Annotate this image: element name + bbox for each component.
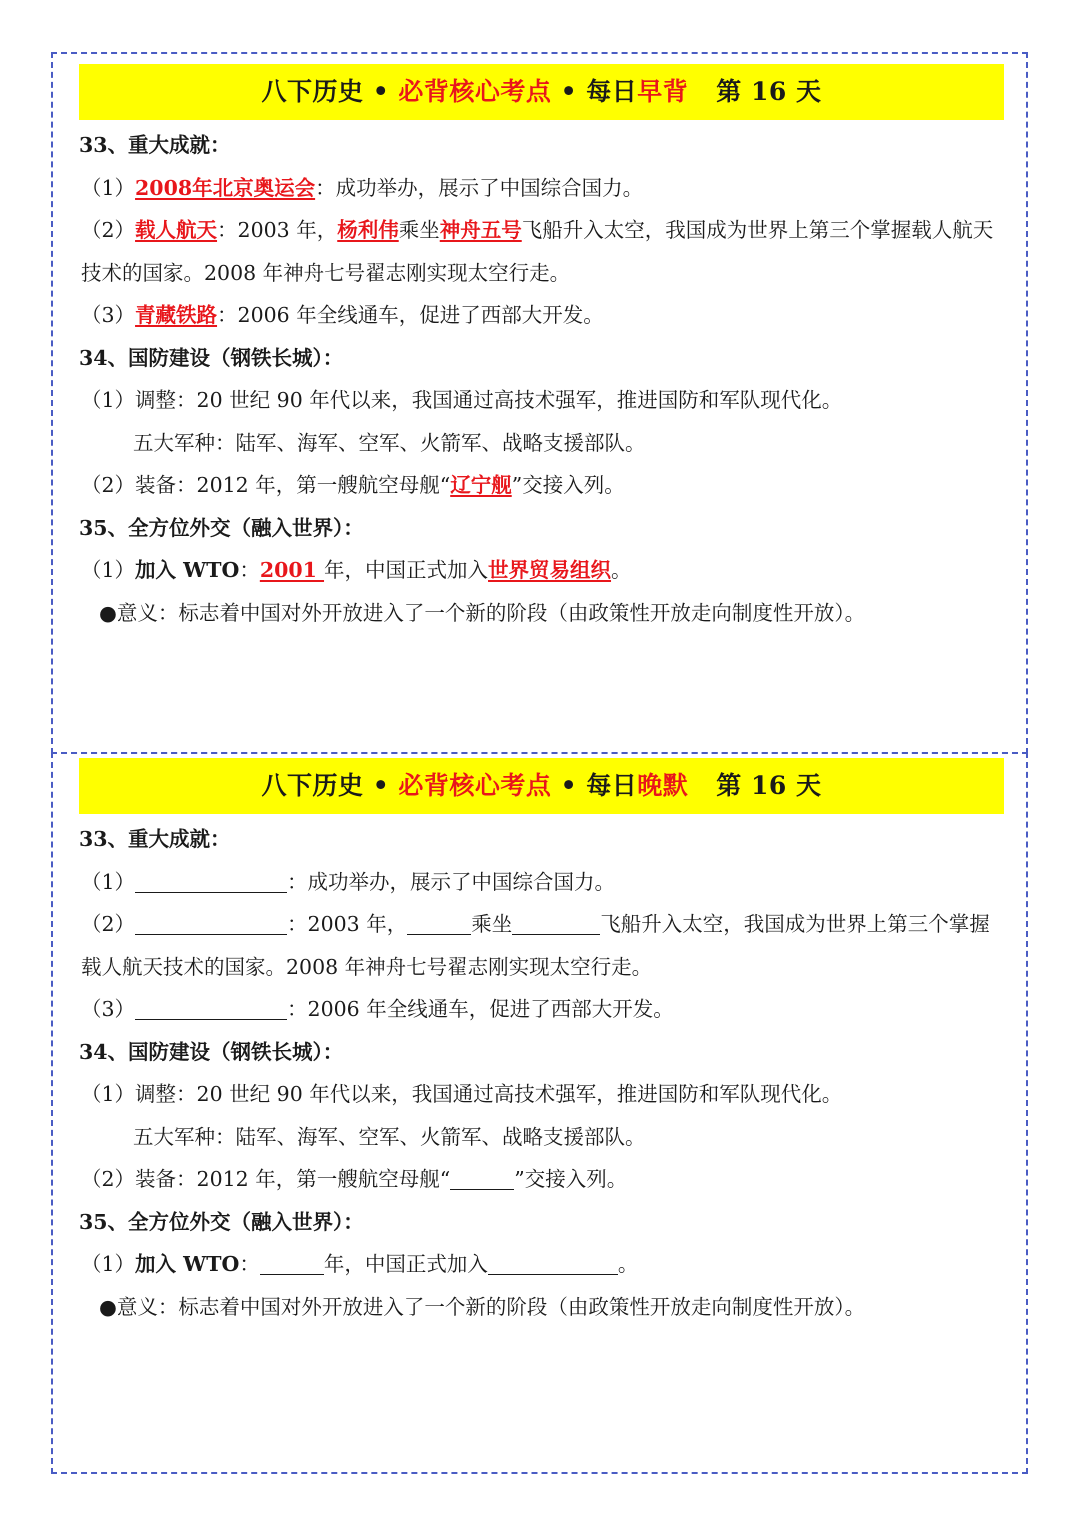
keyword-qinghai-tibet-railway: 青藏铁路 (135, 303, 218, 327)
banner-daily: • 每日 (551, 77, 638, 106)
keyword-yang-liwei: 杨利伟 (337, 218, 399, 242)
s35-meaning: ●意义：标志着中国对外开放进入了一个新的阶段（由政策性开放走向制度性开放）。 (99, 1294, 866, 1319)
banner-session: 早背 (637, 77, 689, 106)
banner-core-points: 必背核心考点 (398, 77, 552, 106)
fill-blank-spacecraft[interactable] (512, 908, 600, 935)
banner-core-points: 必背核心考点 (398, 771, 552, 800)
fill-blank-railway[interactable] (135, 993, 287, 1020)
section-35-heading: 35、全方位外交（融入世界）： (79, 515, 364, 540)
banner-session: 晚默 (637, 771, 689, 800)
section-34-heading: 34、国防建设（钢铁长城）： (79, 345, 344, 370)
morning-content (79, 124, 1005, 634)
fill-blank-manned-spaceflight[interactable] (135, 908, 287, 935)
keyword-liaoning-carrier: 辽宁舰 (450, 473, 512, 497)
s33-item-3: （3）青藏铁路：2006 年全线通车，促进了西部大开发。 (81, 303, 604, 327)
s34-item-1: （1）调整：20 世纪 90 年代以来，我国通过高技术强军，推进国防和军队现代化。 (81, 388, 843, 412)
s34-item-1-branches: 五大军种：陆军、海军、空军、火箭军、战略支援部队。 (133, 430, 646, 455)
section-33-heading: 33、重大成就： (79, 827, 231, 851)
s33-item-1: （1） ：成功举办，展示了中国综合国力。 (79, 861, 1005, 904)
fill-blank-olympics[interactable] (135, 866, 287, 893)
morning-recite-sheet (51, 52, 1028, 754)
morning-banner-title (79, 64, 1004, 120)
s33-item-2: （2）载人航天：2003 年，杨利伟乘坐神舟五号飞船升入太空，我国成为世界上第三个掌握载人航天技术的国家。2008 年神舟七号翟志刚实现太空行走。 (81, 218, 994, 285)
keyword-wto: 世界贸易组织 (488, 558, 612, 582)
s34-item-2: （2）装备：2012 年，第一艘航空母舰“辽宁舰”交接入列。 (81, 473, 625, 497)
s35-item-1: （1）加入 WTO： 年，中国正式加入 。 (79, 1243, 1005, 1286)
evening-banner-title (79, 758, 1004, 814)
s34-item-1-branches: 五大军种：陆军、海军、空军、火箭军、战略支援部队。 (133, 1124, 646, 1149)
s33-item-2: （2） ：2003 年， 乘坐 飞船升入太空，我国成为世界上第三个掌握载人航天技术的国家。2008 年神舟七号翟志刚实现太空行走。 (79, 903, 1005, 988)
banner-subject: 八下历史 • (261, 77, 399, 106)
section-33-heading: 33、重大成就： (79, 133, 231, 157)
fill-blank-astronaut[interactable] (407, 908, 471, 935)
section-34-heading: 34、国防建设（钢铁长城）： (79, 1039, 344, 1064)
keyword-2001: 2001 (259, 558, 325, 582)
keyword-manned-spaceflight: 载人航天 (135, 218, 218, 242)
banner-subject: 八下历史 • (261, 771, 399, 800)
s34-item-2: （2）装备：2012 年，第一艘航空母舰“ ”交接入列。 (79, 1158, 1005, 1201)
evening-dictation-sheet (51, 752, 1028, 1474)
banner-daily: • 每日 (551, 771, 638, 800)
fill-blank-carrier[interactable] (450, 1163, 514, 1190)
banner-day-count: 第 16 天 (716, 77, 822, 106)
section-35-heading: 35、全方位外交（融入世界）： (79, 1209, 364, 1234)
keyword-olympics: 2008年北京奥运会 (135, 175, 316, 200)
s33-item-3: （3） ：2006 年全线通车，促进了西部大开发。 (79, 988, 1005, 1031)
evening-content (79, 818, 1005, 1328)
s35-item-1: （1）加入 WTO：2001 年，中国正式加入世界贸易组织。 (81, 558, 632, 582)
s35-meaning: ●意义：标志着中国对外开放进入了一个新的阶段（由政策性开放走向制度性开放）。 (99, 600, 866, 625)
s33-item-1: （1）2008年北京奥运会：成功举办，展示了中国综合国力。 (81, 175, 644, 200)
banner-day-count: 第 16 天 (716, 771, 822, 800)
s34-item-1: （1）调整：20 世纪 90 年代以来，我国通过高技术强军，推进国防和军队现代化。 (81, 1082, 843, 1106)
keyword-shenzhou-5: 神舟五号 (439, 218, 522, 242)
fill-blank-year[interactable] (260, 1248, 324, 1275)
fill-blank-organization[interactable] (488, 1248, 618, 1275)
